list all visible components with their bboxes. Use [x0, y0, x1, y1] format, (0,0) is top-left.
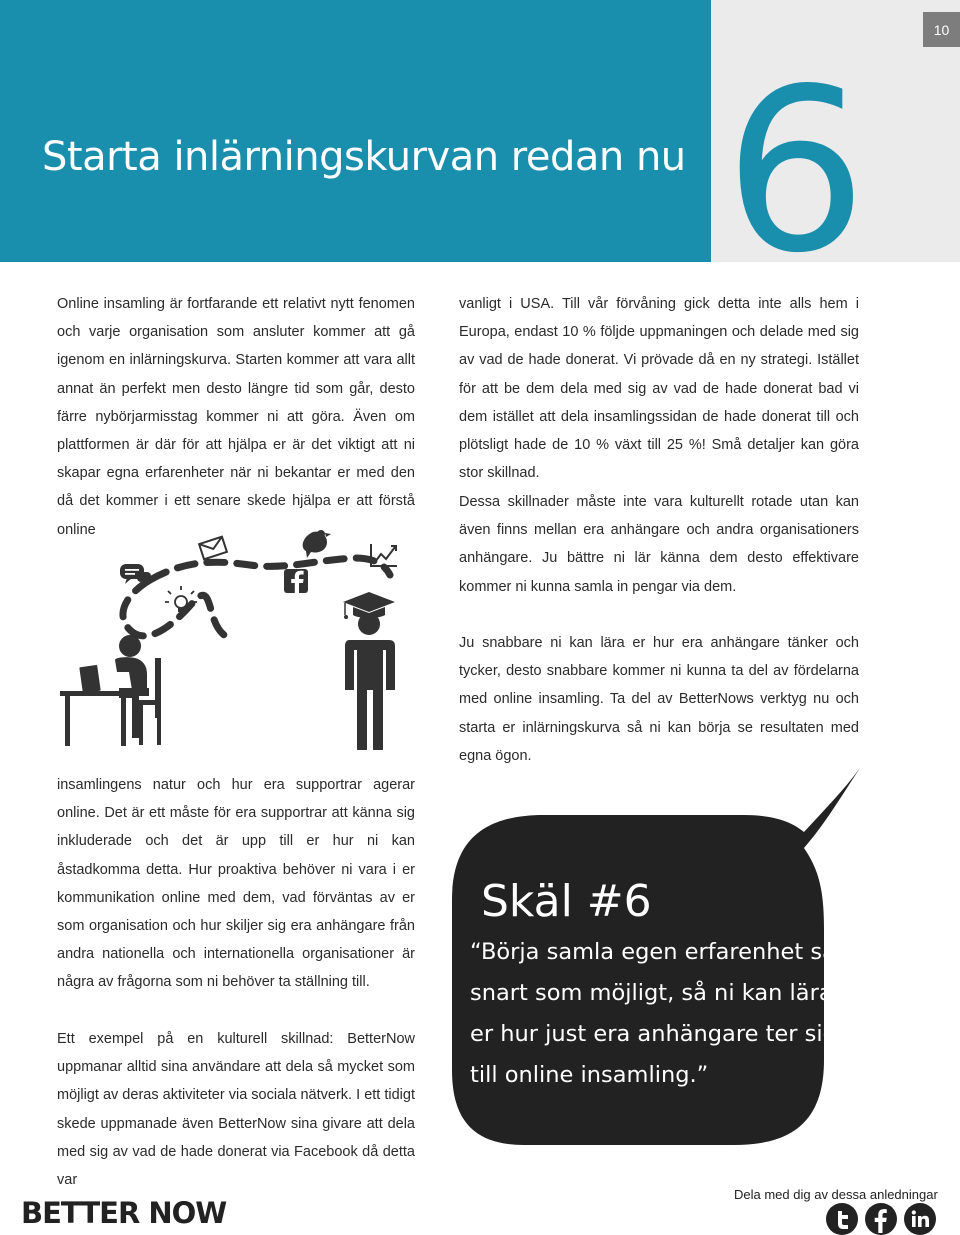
- learning-path-illustration: [55, 520, 415, 755]
- facebook-share-button[interactable]: [865, 1203, 897, 1235]
- callout-title: Skäl #6: [481, 876, 652, 927]
- chat-bubble-icon: [120, 564, 151, 584]
- linkedin-share-button[interactable]: [904, 1203, 936, 1235]
- callout-quote: “Börja samla egen erfarenhet så snart som möjligt, så ni kan lära er hur just era anhängare ter sig till online insamling.”: [470, 939, 837, 1088]
- facebook-share-icon: [865, 1203, 897, 1235]
- twitter-share-button[interactable]: [826, 1203, 858, 1235]
- right-paragraph-3: Ju snabbare ni kan lära er hur era anhängare tänker och tycker, desto snabbare kommer ni kunna ta del av fördelarna med online insamling. Ta del av BetterNows verktyg nu och starta er inlärningskurva så ni kan börja se resultaten med egna ögon.: [459, 635, 859, 764]
- left-paragraph-2: insamlingens natur och hur era supportrar agerar online. Det är ett måste för era supportrar att känna sig inkluderade och det är upp till er hur ni kan åstadkomma detta. Hur proaktiva behöver ni vara i er kommunikation online med dem, vad förväntas av er som organisation och hur skiljer sig era anhängare från andra nationella och internationella organisationer är några av frågorna som ni behöver ta ställning till.: [57, 777, 415, 991]
- linkedin-icon: [904, 1203, 936, 1235]
- bird-icon: [303, 530, 331, 558]
- share-caption: Dela med dig av dessa anledningar: [734, 1187, 938, 1202]
- facebook-icon: [284, 569, 308, 593]
- dashed-path: [150, 558, 390, 580]
- person-at-desk-icon: [60, 635, 161, 746]
- right-paragraph-1: vanligt i USA. Till vår förvåning gick detta inte alls hem i Europa, endast 10 % följde uppmaningen och delade med sig av vad de hade donerat. Vi prövade då en ny strategi. Istället för att be dem dela med sig av vad de hade donerat bad vi dem istället att dela insamlingssidan de hade donerat till och plötsligt hade de 10 % växt till 25 %! Små detaljer kan göra stor skillnad.: [459, 296, 859, 482]
- chapter-number: 6: [724, 41, 860, 303]
- left-paragraph-3: Ett exempel på en kulturell skillnad: BetterNow uppmanar alltid sina användare att dela så mycket som möjligt av deras aktiviteter via sociala nätverk. I ett tidigt skede uppmanade även BetterNow sina givare att dela med sig av vad de hade donerat via Facebook då detta var: [57, 1031, 415, 1189]
- dashed-path-lower: [123, 580, 230, 638]
- page-title: Starta inlärningskurvan redan nu: [42, 134, 686, 180]
- right-paragraph-2: Dessa skillnader måste inte vara kulturellt rotade utan kan även finns mellan era anhängare och andra organisationers anhängare. Ju bättre ni lär känna dem desto effektivare kommer ni kunna samla in pengar via dem.: [459, 494, 859, 595]
- email-icon: [199, 537, 227, 560]
- left-paragraph-1: Online insamling är fortfarande ett relativt nytt fenomen och varje organisation som ansluter kommer att gå igenom en inlärningskurva. Starten kommer att vara allt annat än perfekt men desto längre tid som går, desto färre nybörjarmisstag kommer ni att göra. Även om plattformen är där för att hjälpa er är det viktigt att ni skapar egna erfarenheter när ni bekantar er med den då det kommer i ett senare skede hjälpa er att förstå online: [57, 296, 415, 538]
- graduate-person-icon: [343, 592, 395, 750]
- twitter-icon: [826, 1203, 858, 1235]
- header-band: [0, 0, 711, 262]
- page-number-badge: 10: [923, 12, 960, 47]
- betternow-logo: BETTER NOW: [21, 1196, 227, 1230]
